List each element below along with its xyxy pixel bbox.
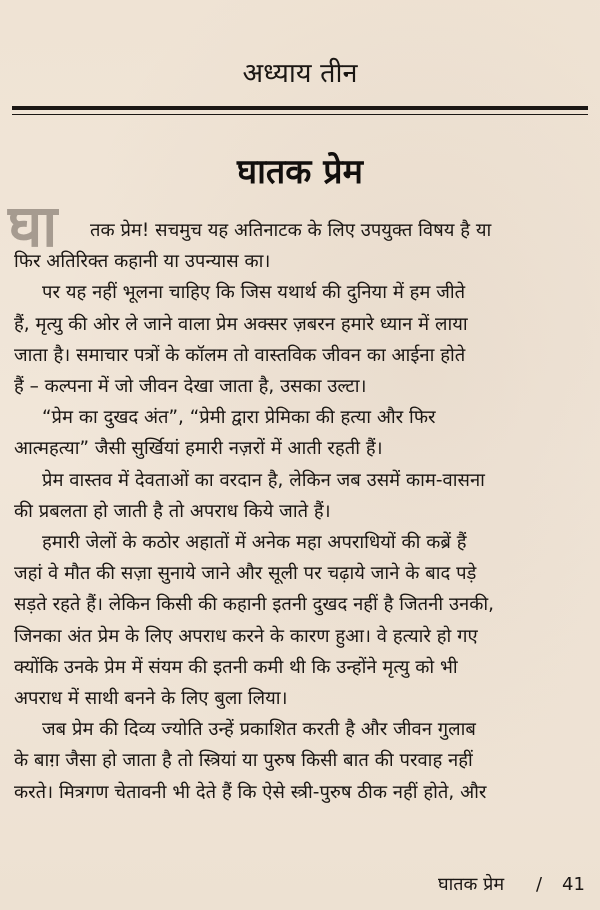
body-text <box>14 215 586 808</box>
bleed-through-text <box>0 0 600 58</box>
chapter-rule-thin <box>12 114 588 115</box>
text-line: जब प्रेम की दिव्य ज्योति उन्हें प्रकाशित करती है और जीवन गुलाब <box>42 719 476 741</box>
text-line: प्रेम वास्तव में देवताओं का वरदान है, लेकिन जब उसमें काम-वासना <box>42 469 485 491</box>
paragraph <box>14 465 586 527</box>
text-line: फिर अतिरिक्त कहानी या उपन्यास का। <box>14 251 271 273</box>
text-line: तक प्रेम! सचमुच यह अतिनाटक के लिए उपयुक्त विषय है या <box>90 220 492 241</box>
text-line: करते। मित्रगण चेतावनी भी देते हैं कि ऐसे स्त्री-पुरुष ठीक नहीं होते, और <box>14 781 487 803</box>
paragraph <box>14 215 586 277</box>
text-line: क्योंकि उनके प्रेम में संयम की इतनी कमी थी कि उन्होंने मृत्यु को भी <box>14 656 458 678</box>
paragraph <box>14 527 586 714</box>
paragraph <box>14 277 586 402</box>
text-line: की प्रबलता हो जाती है तो अपराध किये जाते हैं। <box>14 500 331 522</box>
text-line: जाता है। समाचार पत्रों के कॉलम तो वास्तविक जीवन का आईना होते <box>14 344 466 366</box>
drop-cap: घा <box>8 192 56 260</box>
text-line: के बाग़ जैसा हो जाता है तो स्त्रियां या पुरुष किसी बात की परवाह नहीं <box>14 750 473 772</box>
text-line: हैं, मृत्यु की ओर ले जाने वाला प्रेम अक्सर ज़बरन हमारे ध्यान में लाया <box>14 313 468 335</box>
text-line: जहां वे मौत की सज़ा सुनाये जाने और सूली पर चढ़ाये जाने के बाद पड़े <box>14 563 477 585</box>
text-line: “प्रेम का दुखद अंत”, “प्रेमी द्वारा प्रेमिका की हत्या और फिर <box>42 407 436 429</box>
footer-separator: / <box>536 874 543 895</box>
chapter-title: घातक प्रेम <box>237 152 363 192</box>
text-line: जिनका अंत प्रेम के लिए अपराध करने के कारण हुआ। वे हत्यारे हो गए <box>14 625 478 647</box>
running-title: घातक प्रेम <box>438 874 505 895</box>
text-line: सड़ते रहते हैं। लेकिन किसी की कहानी इतनी दुखद नहीं है जितनी उनकी, <box>14 594 495 616</box>
chapter-label: अध्याय तीन <box>242 58 358 89</box>
text-line: हैं – कल्पना में जो जीवन देखा जाता है, उसका उल्टा। <box>14 376 367 398</box>
chapter-rule-thick <box>12 106 588 110</box>
paragraph <box>14 714 586 808</box>
text-line: पर यह नहीं भूलना चाहिए कि जिस यथार्थ की दुनिया में हम जीते <box>42 282 466 304</box>
paragraph <box>14 402 586 464</box>
text-line: आत्महत्या” जैसी सुर्खियां हमारी नज़रों में आती रहती हैं। <box>14 438 383 460</box>
page-number: 41 <box>562 874 585 895</box>
text-line: अपराध में साथी बनने के लिए बुला लिया। <box>14 688 288 710</box>
text-line: हमारी जेलों के कठोर अहातों में अनेक महा अपराधियों की कब्रें हैं <box>42 532 467 554</box>
